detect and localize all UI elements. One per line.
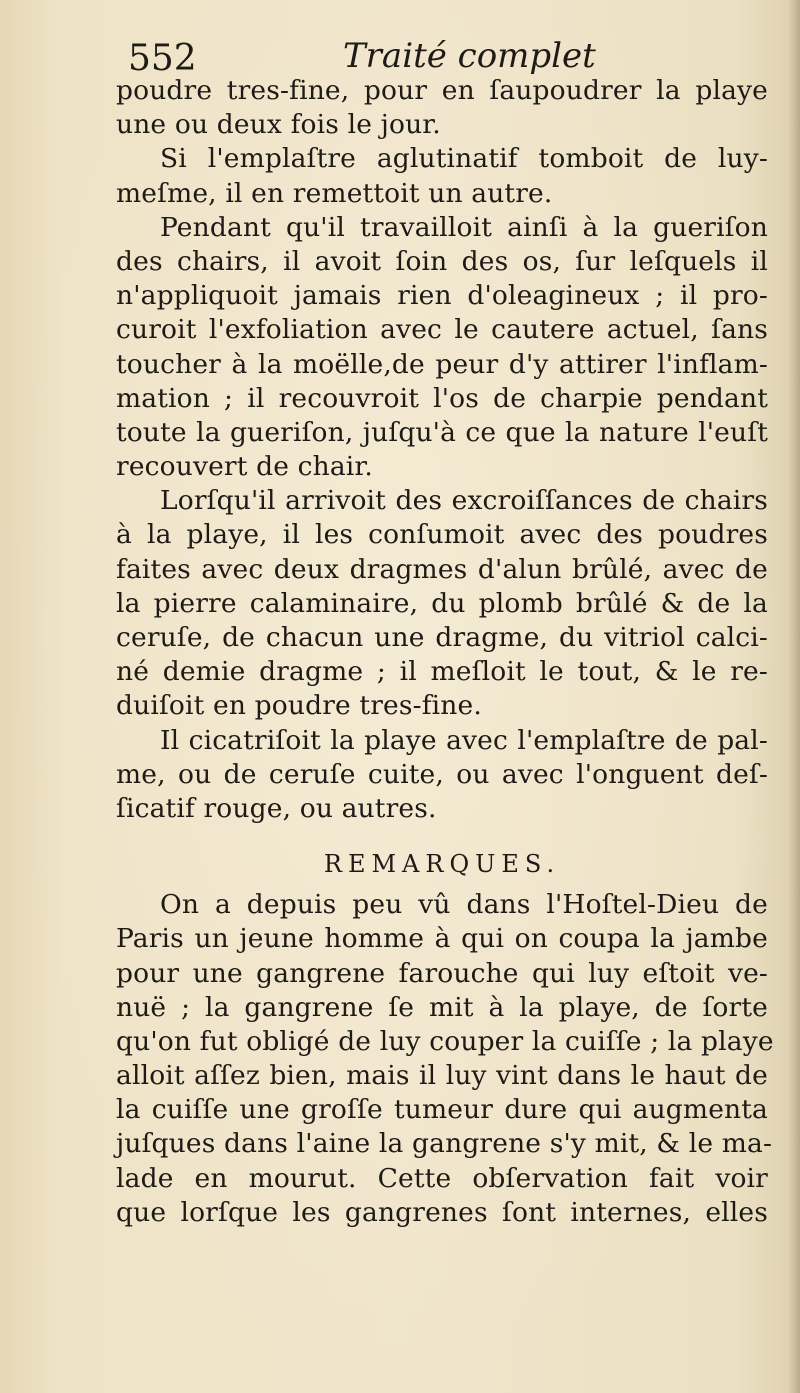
text-line: qu'on fut obligé de luy couper la cuiſſe ; la playe bbox=[116, 1025, 774, 1057]
text-line: toute la gueriſon, juſqu'à ce que la nature l'euſt bbox=[116, 416, 768, 448]
text-line: la cuiſſe une groſſe tumeur dure qui augmenta bbox=[116, 1094, 768, 1126]
text-line: duiſoit en poudre tres-fine. bbox=[116, 690, 482, 722]
body-text bbox=[116, 74, 774, 1230]
page-edge-shadow bbox=[788, 0, 800, 1393]
text-line: une ou deux fois le jour. bbox=[116, 109, 441, 141]
text-line: Il cicatriſoit la playe avec l'emplaſtre de pal- bbox=[160, 724, 768, 756]
text-line: faites avec deux dragmes d'alun brûlé, avec de bbox=[116, 553, 768, 585]
text-line: meſme, il en remettoit un autre. bbox=[116, 177, 553, 209]
text-line: ceruſe, de chacun une dragme, du vitriol calci- bbox=[116, 622, 768, 653]
text-line: la pierre calaminaire, du plomb brûlé & de la bbox=[116, 587, 768, 619]
text-line: des chairs, il avoit ſoin des os, ſur leſquels il bbox=[116, 245, 768, 277]
text-line: poudre tres-fine, pour en ſaupoudrer la playe bbox=[116, 75, 768, 106]
text-line: à la playe, il les conſumoit avec des poudres bbox=[116, 519, 768, 551]
text-line: pour une gangrene farouche qui luy eſtoit ve- bbox=[116, 957, 768, 989]
text-line: On a depuis peu vû dans l'Hoſtel-Dieu de bbox=[160, 889, 768, 921]
text-line: lade en mourut. Cette obſervation fait voir bbox=[116, 1162, 768, 1194]
text-line: Lorſqu'il arrivoit des excroiſſances de chairs bbox=[160, 485, 768, 517]
text-line: toucher à la moëlle,de peur d'y attirer l'inflam- bbox=[116, 348, 768, 380]
text-line: alloit aſſez bien, mais il luy vint dans le haut de bbox=[116, 1060, 768, 1092]
text-line: nuë ; la gangrene ſe mit à la playe, de ſorte bbox=[116, 991, 768, 1023]
text-line: recouvert de chair. bbox=[116, 451, 373, 483]
text-line: me, ou de ceruſe cuite, ou avec l'onguent deſ- bbox=[116, 758, 768, 790]
text-line: Paris un jeune homme à qui on coupa la jambe bbox=[116, 923, 768, 955]
text-line: n'appliquoit jamais rien d'oleagineux ; il pro- bbox=[116, 280, 768, 312]
running-title: Traité complet bbox=[343, 36, 596, 76]
section-heading: REMARQUES. bbox=[323, 850, 561, 879]
text-line: Pendant qu'il travailloit ainſi à la gueriſon bbox=[160, 211, 768, 243]
text-line: Si l'emplaſtre aglutinatif tomboit de luy- bbox=[160, 143, 768, 175]
text-line: que lorſque les gangrenes ſont internes, elles bbox=[116, 1196, 768, 1228]
text-line: mation ; il recouvroit l'os de charpie pendant bbox=[116, 382, 768, 414]
text-line: ſicatif rouge, ou autres. bbox=[116, 792, 437, 824]
text-line: juſques dans l'aine la gangrene s'y mit, & le ma- bbox=[116, 1128, 773, 1160]
text-line: curoit l'exfoliation avec le cautere actuel, ſans bbox=[116, 314, 768, 346]
text-line: né demie dragme ; il meſloit le tout, & le re- bbox=[116, 656, 768, 688]
page-number: 552 bbox=[128, 38, 197, 79]
